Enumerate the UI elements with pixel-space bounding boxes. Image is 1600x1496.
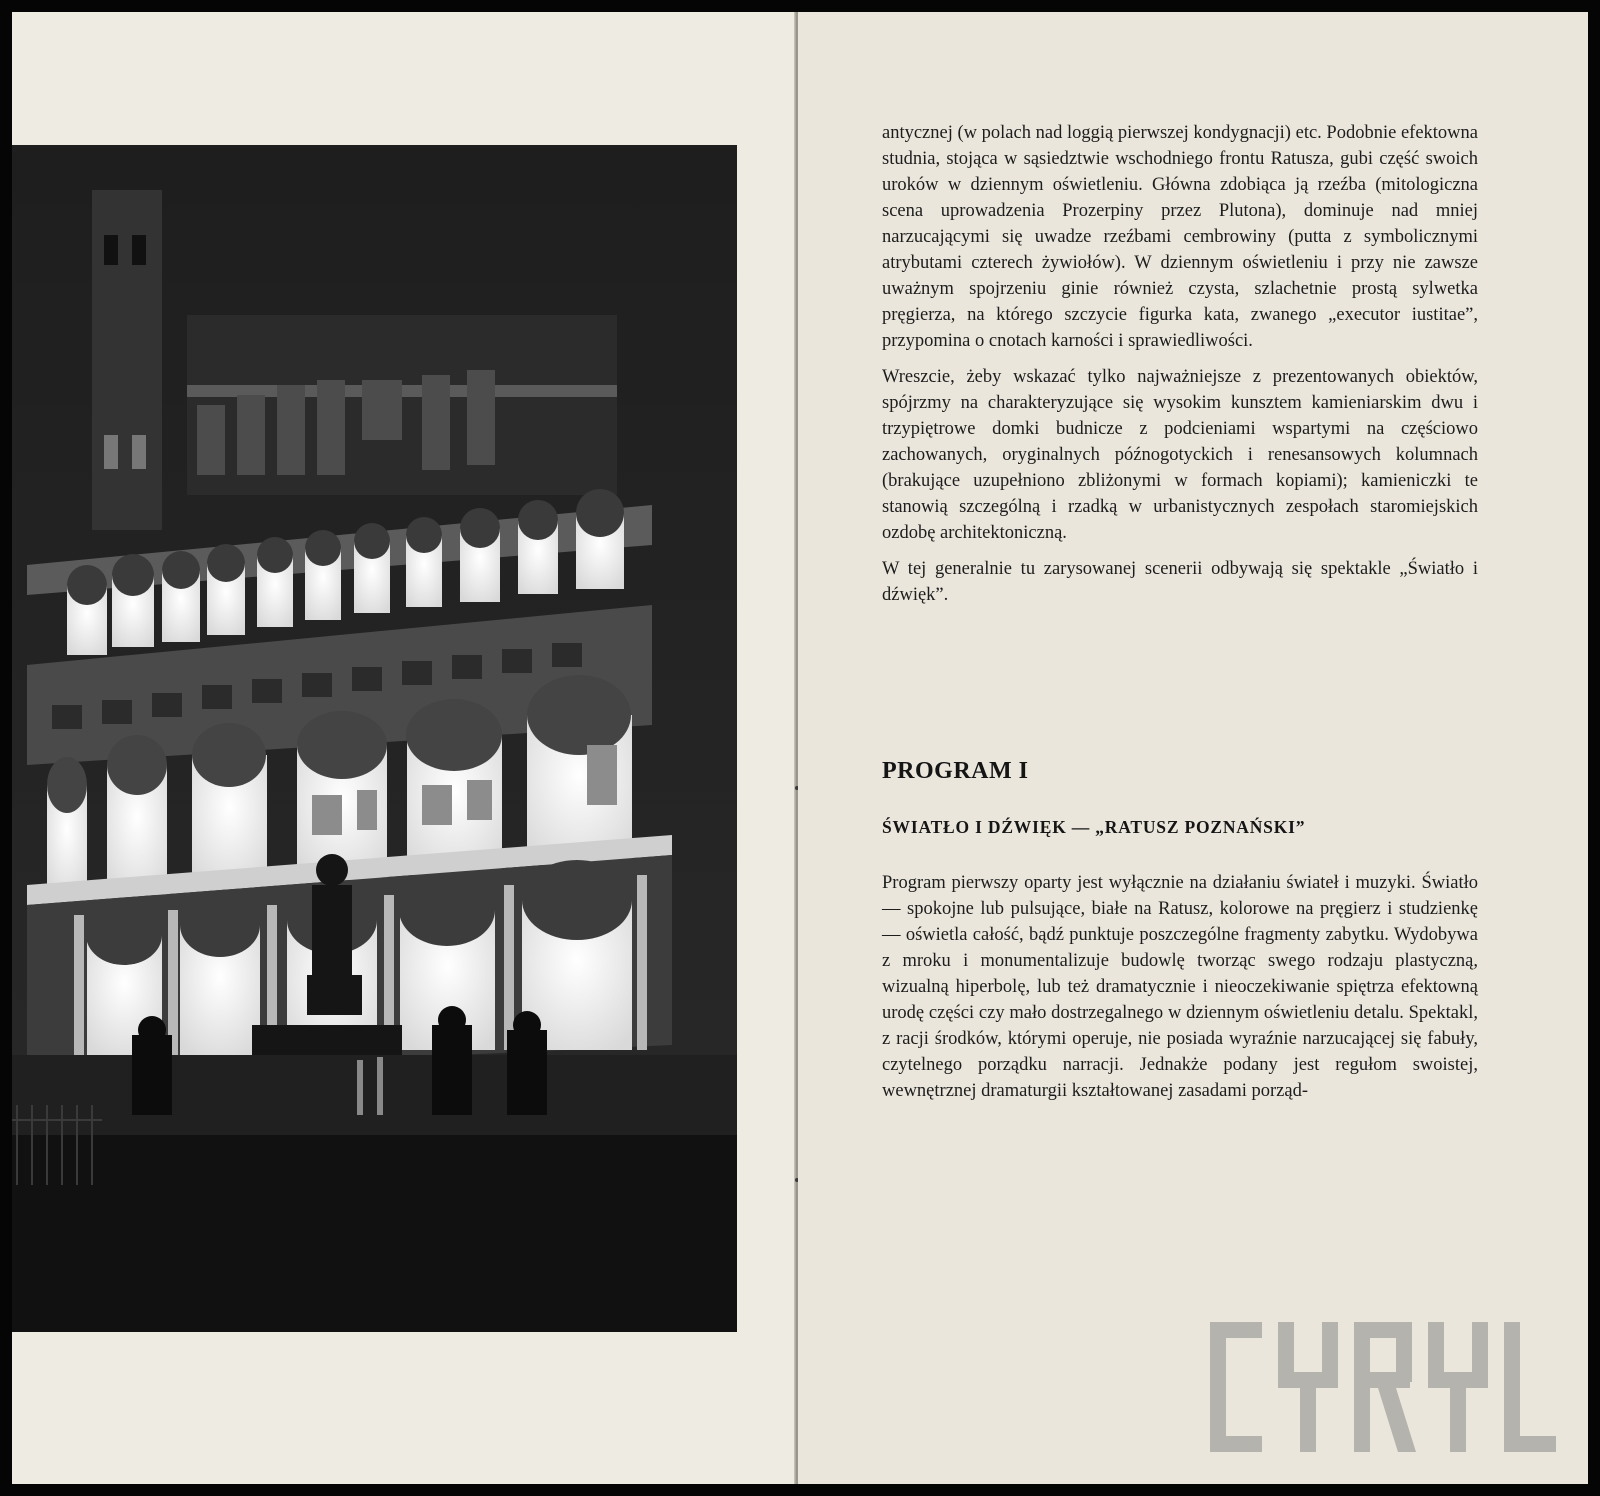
paragraph: W tej generalnie tu zarysowanej scenerii odbywają się spektakle „Światło i dźwięk”. <box>882 559 1478 605</box>
program-title: ŚWIATŁO I DŹWIĘK — „RATUSZ POZNAŃSKI” <box>882 817 1306 837</box>
page-text <box>882 120 1478 1114</box>
paragraph: Wreszcie, żeby wskazać tylko najważniejsze z prezentowanych obiektów, spójrzmy na charakteryzujące się wysokim kunsztem kamieniarskim dwu i trzypiętrowe domki budnicze z podcieniami wspartymi na częściowo zachowanych, oryginalnych późnogotyckich i renesansowych kolumnach (brakujące uzupełniono zbliżonymi w formach kopiami); kamieniczki te stanowią szczególną i rzadką w urbanistycznych zespołach staromiejskich ozdobę architektoniczną. <box>882 367 1478 543</box>
left-page <box>12 12 796 1484</box>
cyryl-watermark-logo <box>1210 1312 1560 1462</box>
paragraph: antycznej (w polach nad loggią pierwszej kondygnacji) etc. Podobnie efektowna studnia, stojąca w sąsiedztwie wschodniego frontu Ratusza, gubi część swoich uroków w dziennym oświetleniu. Główna zdobiąca ją rzeźba (mitologiczna scena uprowadzenia Prozerpiny przez Plutona), dominuje nad mniej narzucającymi się uwadze rzeźbami cembrowiny (putta z symbolicznymi atrybutami czterech żywiołów). W dziennym oświetleniu i przy nie zawsze uważnym spojrzeniu ginie również czysta, szlachetnie prostą sylwetka pręgierza, na którego szczycie figurka kata, zwanego „executor iustitae”, przypomina o cnotach karności i sprawiedliwości. <box>882 123 1478 351</box>
right-page <box>798 12 1588 1484</box>
town-hall-night-photo <box>12 145 737 1332</box>
program-heading: PROGRAM I <box>882 758 1029 784</box>
program-body: Program pierwszy oparty jest wyłącznie na działaniu świateł i muzyki. Światło — spokojne lub pulsujące, białe na Ratusz, kolorowe na pręgierz i studzienkę — oświetla całość, bądź punktuje poszczególne fragmenty zabytku. Wydobywa z mroku i monumentalizuje budowlę tworząc swego rodzaju plastyczną, wizualną hiperbolę, lub też dramatycznie i nieoczekiwanie spiętrza efektowną urodę części czy mało dostrzegalnego w dziennym oświetleniu detalu. Spektakl, z racji środków, którymi operuje, nie posiada wyraźnie narzucającej się fabuły, czytelnego porządku narracji. Jednakże podany jest regułom swoistej, wewnętrznej dramaturgii kształtowanej zasadami porząd- <box>882 873 1478 1101</box>
